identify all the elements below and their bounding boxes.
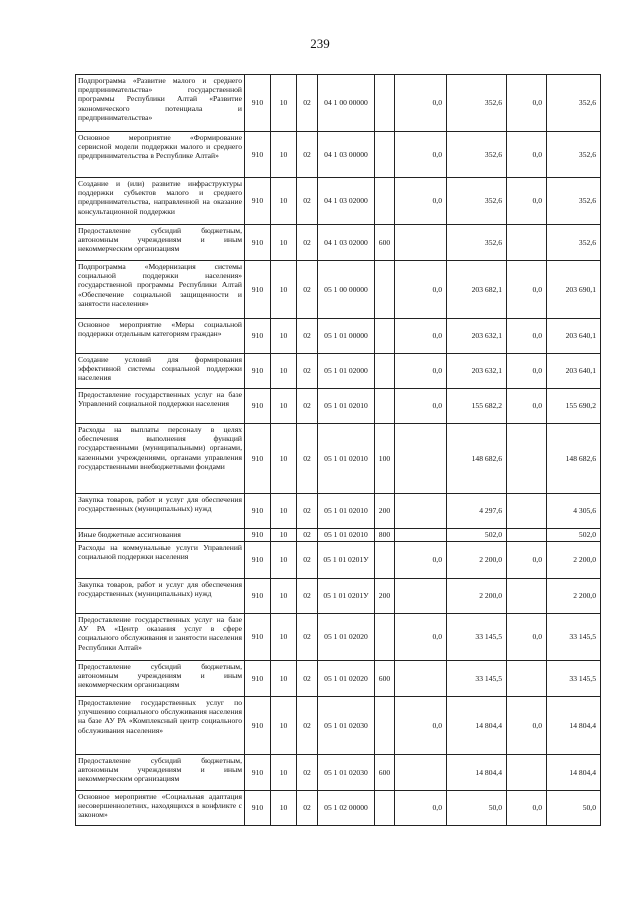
amount-col4: 352,6 [547, 132, 601, 178]
admin-code: 910 [245, 755, 271, 791]
subsection-code: 02 [297, 579, 318, 614]
subsection-code: 02 [297, 389, 318, 424]
amount-col1 [395, 661, 447, 697]
amount-col2: 4 297,6 [447, 494, 507, 529]
table-row [76, 178, 601, 225]
section-code: 10 [271, 614, 297, 661]
amount-col1 [395, 529, 447, 542]
amount-col1 [395, 494, 447, 529]
amount-col2: 14 804,4 [447, 755, 507, 791]
section-code: 10 [271, 225, 297, 261]
subsection-code: 02 [297, 261, 318, 319]
expense-type-code [375, 791, 395, 826]
table-row [76, 75, 601, 132]
amount-col2: 203 632,1 [447, 319, 507, 354]
amount-col1 [395, 755, 447, 791]
expense-type-code [375, 697, 395, 755]
amount-col1: 0,0 [395, 389, 447, 424]
amount-col4: 14 804,4 [547, 755, 601, 791]
section-code: 10 [271, 579, 297, 614]
amount-col1: 0,0 [395, 75, 447, 132]
target-article-code: 05 1 00 00000 [318, 261, 375, 319]
admin-code: 910 [245, 661, 271, 697]
section-code: 10 [271, 697, 297, 755]
target-article-code: 05 1 01 02010 [318, 529, 375, 542]
row-name: Подпрограмма «Развитие малого и среднего предпринимательства» государственной программы Республики Алтай «Развитие экономического потенциала и предпринимательства» [76, 75, 245, 132]
row-name: Закупка товаров, работ и услуг для обеспечения государственных (муниципальных) нужд [76, 579, 245, 614]
target-article-code: 05 1 01 00000 [318, 319, 375, 354]
subsection-code: 02 [297, 178, 318, 225]
subsection-code: 02 [297, 791, 318, 826]
target-article-code: 05 1 01 02030 [318, 697, 375, 755]
amount-col1: 0,0 [395, 791, 447, 826]
section-code: 10 [271, 261, 297, 319]
row-name: Создание условий для формирования эффективной системы социальной поддержки населения [76, 354, 245, 389]
subsection-code: 02 [297, 354, 318, 389]
amount-col2: 352,6 [447, 178, 507, 225]
row-name: Основное мероприятие «Социальная адаптация несовершеннолетних, находящихся в конфликте с законом» [76, 791, 245, 826]
row-name: Расходы на коммунальные услуги Управлений социальной поддержки населения [76, 542, 245, 579]
table-row [76, 697, 601, 755]
amount-col1 [395, 579, 447, 614]
amount-col3 [507, 579, 547, 614]
admin-code: 910 [245, 389, 271, 424]
target-article-code: 05 1 02 00000 [318, 791, 375, 826]
expense-type-code [375, 261, 395, 319]
amount-col3 [507, 225, 547, 261]
row-name: Создание и (или) развитие инфраструктуры поддержки субъектов малого и среднего предпринимательства, направленной на оказание консультационной поддержки [76, 178, 245, 225]
amount-col2: 203 682,1 [447, 261, 507, 319]
subsection-code: 02 [297, 697, 318, 755]
section-code: 10 [271, 542, 297, 579]
amount-col1: 0,0 [395, 697, 447, 755]
amount-col2: 33 145,5 [447, 614, 507, 661]
expense-type-code [375, 75, 395, 132]
expense-type-code [375, 542, 395, 579]
table-row [76, 661, 601, 697]
table-row [76, 755, 601, 791]
amount-col3: 0,0 [507, 319, 547, 354]
amount-col3: 0,0 [507, 132, 547, 178]
amount-col3: 0,0 [507, 791, 547, 826]
expense-type-code [375, 389, 395, 424]
section-code: 10 [271, 755, 297, 791]
target-article-code: 05 1 01 02000 [318, 354, 375, 389]
expense-type-code [375, 178, 395, 225]
section-code: 10 [271, 424, 297, 494]
admin-code: 910 [245, 424, 271, 494]
section-code: 10 [271, 75, 297, 132]
amount-col2: 2 200,0 [447, 542, 507, 579]
amount-col3 [507, 529, 547, 542]
row-name: Предоставление государственных услуг по улучшению социального обслуживания населения на базе АУ РА «Комплексный центр социального обслуживания населения» [76, 697, 245, 755]
amount-col2: 33 145,5 [447, 661, 507, 697]
amount-col2: 14 804,4 [447, 697, 507, 755]
amount-col3 [507, 494, 547, 529]
subsection-code: 02 [297, 424, 318, 494]
amount-col4: 2 200,0 [547, 579, 601, 614]
target-article-code: 05 1 01 02030 [318, 755, 375, 791]
amount-col1: 0,0 [395, 354, 447, 389]
amount-col2: 2 200,0 [447, 579, 507, 614]
row-name: Предоставление государственных услуг на базе Управлений социальной поддержки населения [76, 389, 245, 424]
amount-col3 [507, 661, 547, 697]
expense-type-code: 100 [375, 424, 395, 494]
row-name: Предоставление субсидий бюджетным, автономным учреждениям и иным некоммерческим организациям [76, 661, 245, 697]
amount-col2: 352,6 [447, 132, 507, 178]
table-row [76, 261, 601, 319]
admin-code: 910 [245, 494, 271, 529]
subsection-code: 02 [297, 614, 318, 661]
subsection-code: 02 [297, 75, 318, 132]
target-article-code: 05 1 01 02020 [318, 661, 375, 697]
amount-col3: 0,0 [507, 75, 547, 132]
row-name: Подпрограмма «Модернизация системы социальной поддержки населения» государственной программы Республики Алтай «Обеспечение социальной защищенности и занятости населения» [76, 261, 245, 319]
amount-col4: 14 804,4 [547, 697, 601, 755]
amount-col4: 502,0 [547, 529, 601, 542]
amount-col4: 203 690,1 [547, 261, 601, 319]
subsection-code: 02 [297, 542, 318, 579]
amount-col3: 0,0 [507, 697, 547, 755]
amount-col3: 0,0 [507, 261, 547, 319]
admin-code: 910 [245, 579, 271, 614]
expense-type-code [375, 354, 395, 389]
admin-code: 910 [245, 791, 271, 826]
admin-code: 910 [245, 529, 271, 542]
amount-col4: 50,0 [547, 791, 601, 826]
section-code: 10 [271, 132, 297, 178]
section-code: 10 [271, 791, 297, 826]
target-article-code: 04 1 03 02000 [318, 178, 375, 225]
amount-col4: 4 305,6 [547, 494, 601, 529]
subsection-code: 02 [297, 529, 318, 542]
target-article-code: 05 1 01 0201У [318, 579, 375, 614]
admin-code: 910 [245, 319, 271, 354]
row-name: Закупка товаров, работ и услуг для обеспечения государственных (муниципальных) нужд [76, 494, 245, 529]
expense-type-code: 200 [375, 579, 395, 614]
subsection-code: 02 [297, 494, 318, 529]
table-row [76, 791, 601, 826]
expense-type-code: 800 [375, 529, 395, 542]
table-row [76, 132, 601, 178]
admin-code: 910 [245, 261, 271, 319]
amount-col4: 33 145,5 [547, 614, 601, 661]
amount-col3: 0,0 [507, 354, 547, 389]
admin-code: 910 [245, 132, 271, 178]
amount-col2: 155 682,2 [447, 389, 507, 424]
amount-col4: 352,6 [547, 75, 601, 132]
subsection-code: 02 [297, 132, 318, 178]
amount-col1: 0,0 [395, 542, 447, 579]
target-article-code: 04 1 00 00000 [318, 75, 375, 132]
amount-col3 [507, 755, 547, 791]
subsection-code: 02 [297, 319, 318, 354]
amount-col3: 0,0 [507, 178, 547, 225]
amount-col4: 352,6 [547, 225, 601, 261]
target-article-code: 05 1 01 02010 [318, 494, 375, 529]
amount-col1: 0,0 [395, 614, 447, 661]
amount-col3: 0,0 [507, 614, 547, 661]
table-row [76, 529, 601, 542]
section-code: 10 [271, 389, 297, 424]
admin-code: 910 [245, 75, 271, 132]
expense-type-code: 600 [375, 225, 395, 261]
table-row [76, 354, 601, 389]
expense-type-code [375, 614, 395, 661]
table-row [76, 225, 601, 261]
amount-col2: 352,6 [447, 225, 507, 261]
subsection-code: 02 [297, 661, 318, 697]
amount-col1: 0,0 [395, 132, 447, 178]
amount-col4: 33 145,5 [547, 661, 601, 697]
amount-col2: 148 682,6 [447, 424, 507, 494]
expense-type-code [375, 319, 395, 354]
table-row [76, 542, 601, 579]
amount-col1 [395, 424, 447, 494]
admin-code: 910 [245, 225, 271, 261]
target-article-code: 04 1 03 02000 [318, 225, 375, 261]
table-row [76, 319, 601, 354]
target-article-code: 05 1 01 02010 [318, 424, 375, 494]
amount-col2: 352,6 [447, 75, 507, 132]
amount-col4: 148 682,6 [547, 424, 601, 494]
table-row [76, 579, 601, 614]
table-row [76, 614, 601, 661]
amount-col1 [395, 225, 447, 261]
amount-col3: 0,0 [507, 389, 547, 424]
admin-code: 910 [245, 178, 271, 225]
amount-col4: 203 640,1 [547, 319, 601, 354]
amount-col3 [507, 424, 547, 494]
target-article-code: 05 1 01 02020 [318, 614, 375, 661]
expense-type-code [375, 132, 395, 178]
section-code: 10 [271, 494, 297, 529]
amount-col3: 0,0 [507, 542, 547, 579]
table-row [76, 494, 601, 529]
amount-col2: 203 632,1 [447, 354, 507, 389]
subsection-code: 02 [297, 755, 318, 791]
target-article-code: 05 1 01 02010 [318, 389, 375, 424]
section-code: 10 [271, 661, 297, 697]
row-name: Предоставление субсидий бюджетным, автономным учреждениям и иным некоммерческим организациям [76, 225, 245, 261]
section-code: 10 [271, 354, 297, 389]
page-number: 239 [310, 36, 330, 51]
amount-col4: 155 690,2 [547, 389, 601, 424]
admin-code: 910 [245, 542, 271, 579]
expense-type-code: 600 [375, 661, 395, 697]
row-name: Основное мероприятие «Меры социальной поддержки отдельным категориям граждан» [76, 319, 245, 354]
admin-code: 910 [245, 354, 271, 389]
amount-col1: 0,0 [395, 261, 447, 319]
target-article-code: 05 1 01 0201У [318, 542, 375, 579]
section-code: 10 [271, 529, 297, 542]
amount-col1: 0,0 [395, 178, 447, 225]
amount-col2: 502,0 [447, 529, 507, 542]
target-article-code: 04 1 03 00000 [318, 132, 375, 178]
subsection-code: 02 [297, 225, 318, 261]
expense-type-code: 200 [375, 494, 395, 529]
expense-type-code: 600 [375, 755, 395, 791]
amount-col2: 50,0 [447, 791, 507, 826]
row-name: Расходы на выплаты персоналу в целях обеспечения выполнения функций государственными (муниципальными) органами, казенными учреждениями, органами управления государственными внебюджетными фондами [76, 424, 245, 494]
row-name: Предоставление субсидий бюджетным, автономным учреждениям и иным некоммерческим организациям [76, 755, 245, 791]
amount-col4: 2 200,0 [547, 542, 601, 579]
section-code: 10 [271, 319, 297, 354]
amount-col4: 352,6 [547, 178, 601, 225]
row-name: Основное мероприятие «Формирование сервисной модели поддержки малого и среднего предпринимательства в Республике Алтай» [76, 132, 245, 178]
admin-code: 910 [245, 697, 271, 755]
row-name: Иные бюджетные ассигнования [76, 529, 245, 542]
amount-col1: 0,0 [395, 319, 447, 354]
table-row [76, 424, 601, 494]
admin-code: 910 [245, 614, 271, 661]
amount-col4: 203 640,1 [547, 354, 601, 389]
table-row [76, 389, 601, 424]
section-code: 10 [271, 178, 297, 225]
budget-table [75, 74, 601, 826]
row-name: Предоставление государственных услуг на базе АУ РА «Центр оказания услуг в сфере социального обслуживания и занятости населения Республики Алтай» [76, 614, 245, 661]
